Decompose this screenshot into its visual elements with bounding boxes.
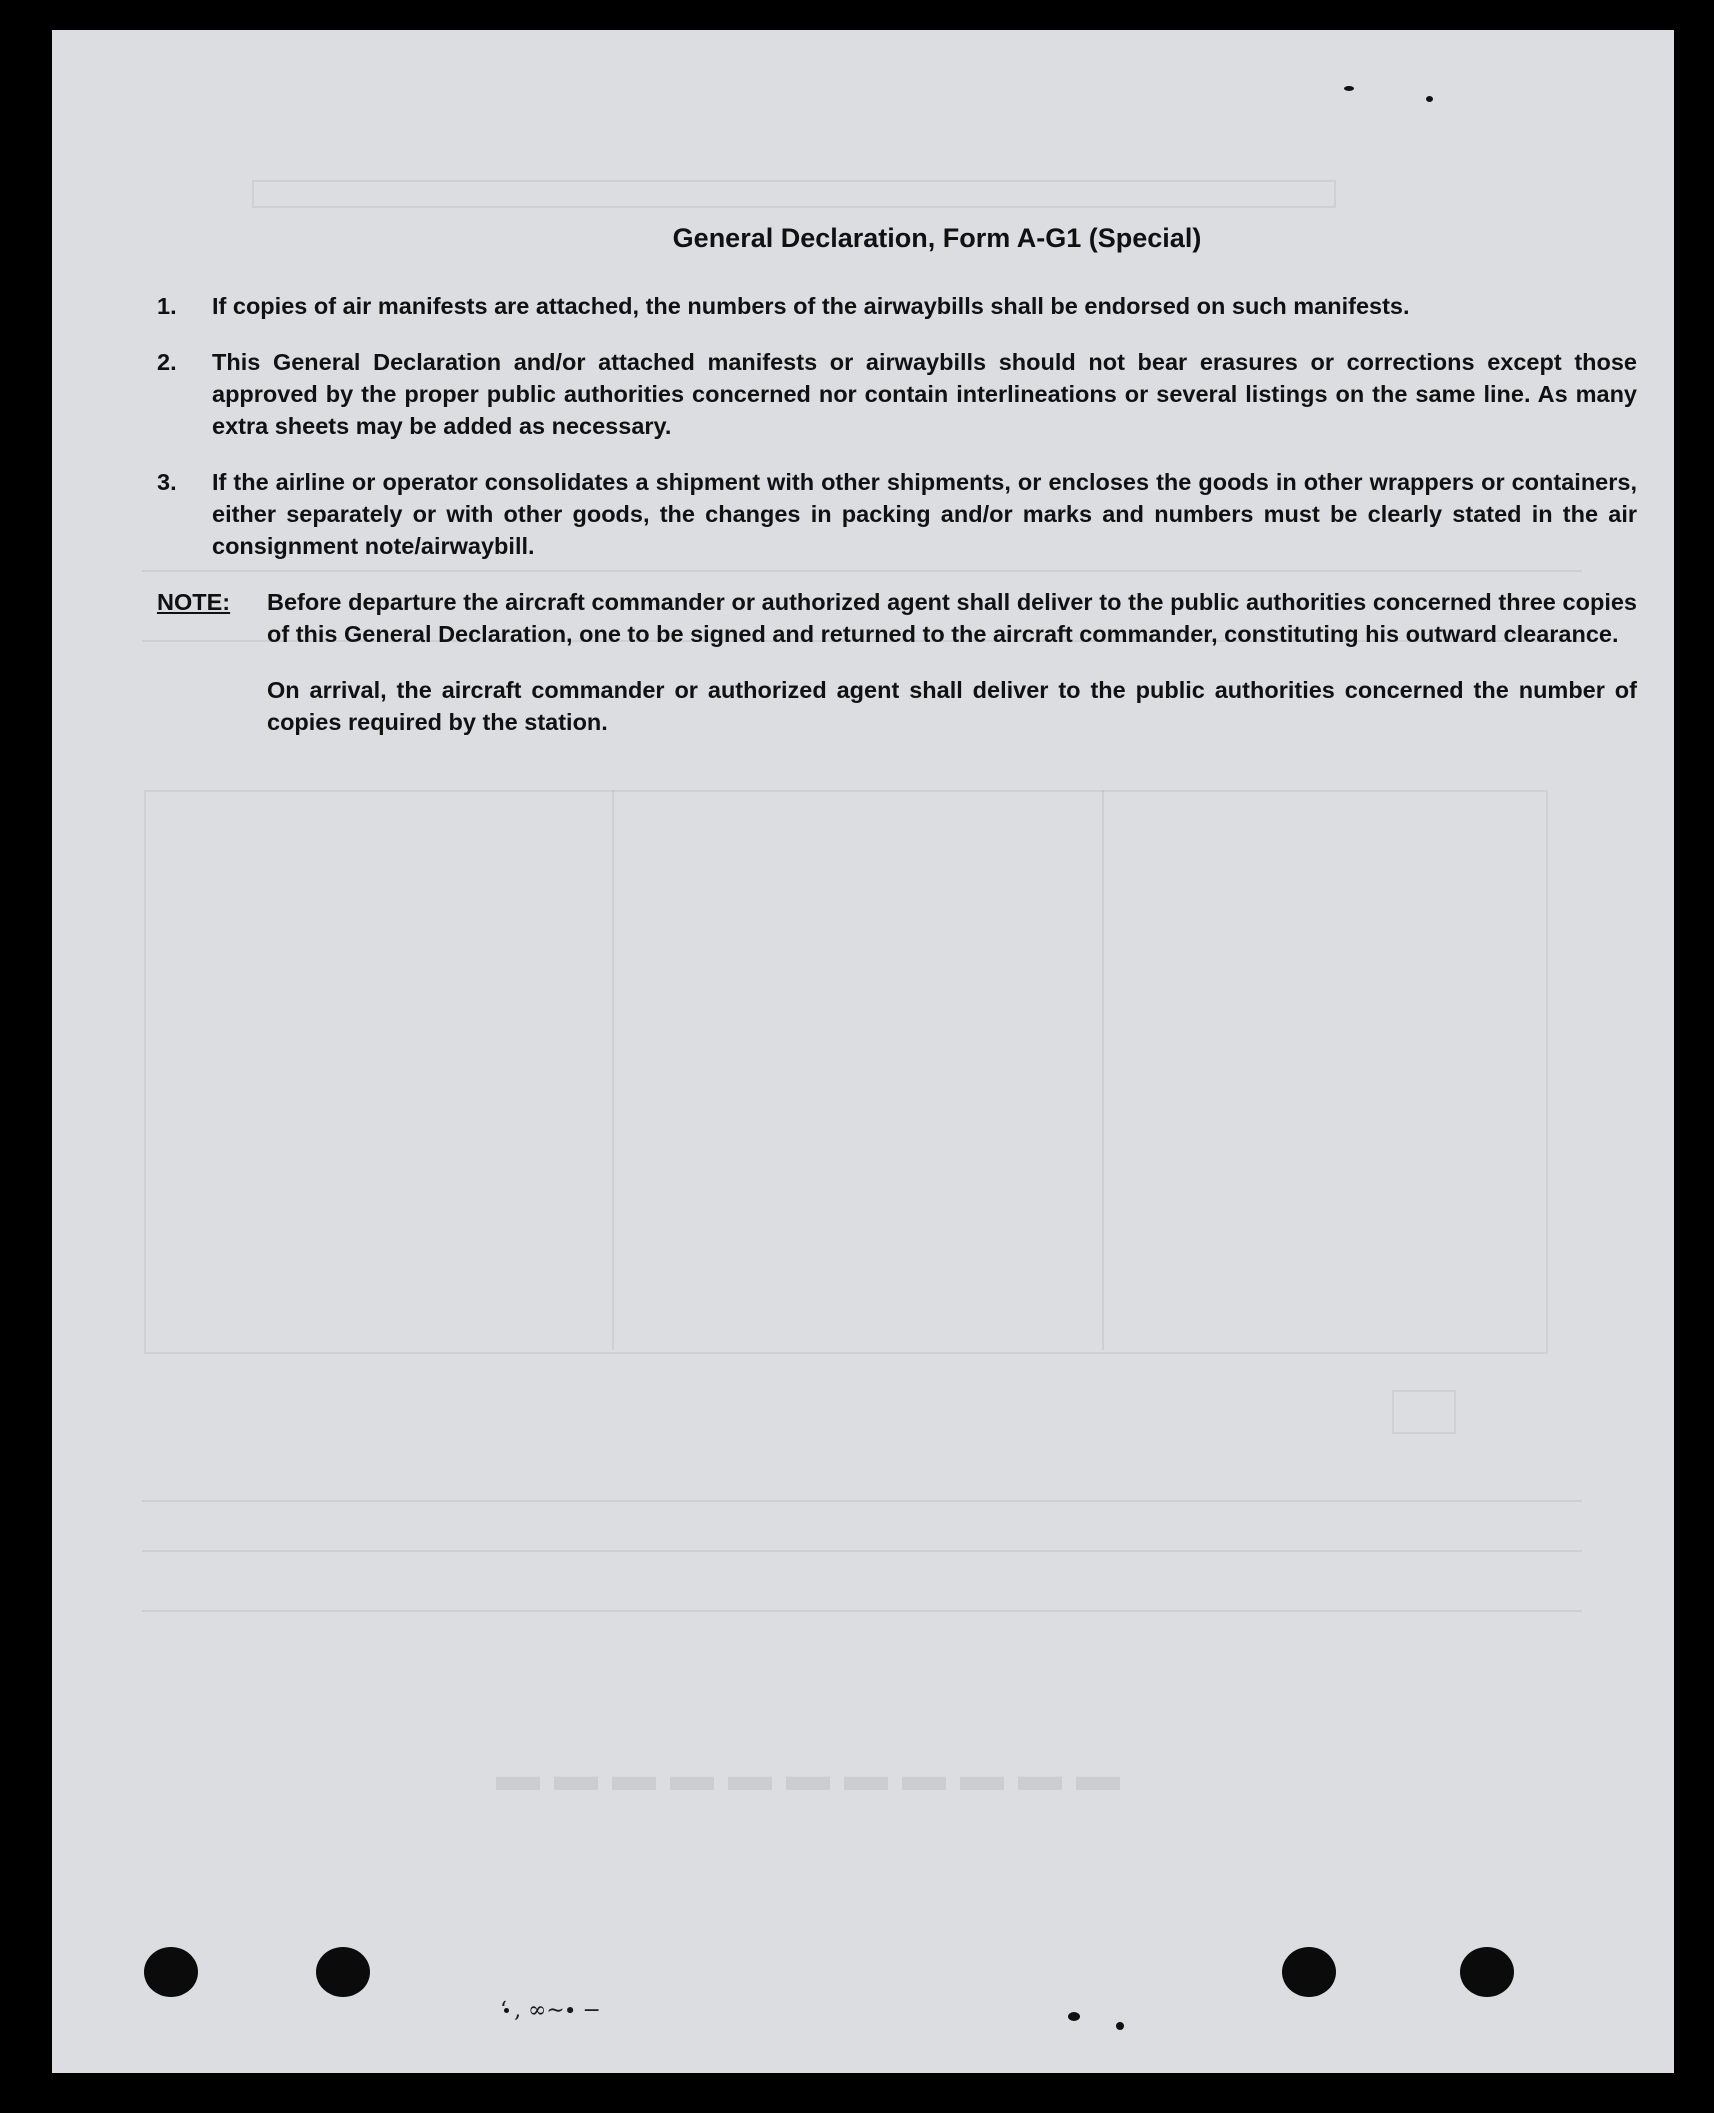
- show-through-rule: [142, 1550, 1582, 1552]
- page-title: General Declaration, Form A-G1 (Special): [672, 223, 1202, 253]
- scan-speck: [1116, 2022, 1124, 2030]
- punch-hole-icon: [144, 1947, 198, 1997]
- show-through-heading: ▬▬▬▬▬▬▬▬▬▬▬: [482, 1751, 1120, 1800]
- item-number: 3.: [157, 469, 177, 495]
- punch-hole-icon: [1460, 1947, 1514, 1997]
- show-through-rule: [1102, 790, 1104, 1350]
- note-text: Before departure the aircraft commander or authorized agent shall deliver to the public authorities concerned three copies of this General Declaration, one to be signed and returned to the aircraft commander, constituting his outward clearance.: [267, 589, 1637, 647]
- item-number: 1.: [157, 293, 177, 319]
- arrival-note-text: On arrival, the aircraft commander or authorized agent shall deliver to the public authorities concerned the number of copies required by the station.: [267, 677, 1637, 735]
- punch-hole-icon: [316, 1947, 370, 1997]
- show-through-mark: [252, 180, 1336, 208]
- note-label: NOTE:: [157, 589, 231, 615]
- scan-speck: [1344, 86, 1354, 91]
- item-text: This General Declaration and/or attached manifests or airwaybills should not bear erasures or corrections except those approved by the proper public authorities concerned nor contain interlineations or several listings on the same line. As many extra sheets may be added as necessary.: [212, 349, 1637, 439]
- scan-speck: [1426, 96, 1433, 102]
- show-through-rule: [142, 1500, 1582, 1502]
- item-text: If the airline or operator consolidates a shipment with other shipments, or encloses the goods in other wrappers or containers, either separately or with other goods, the changes in packing and/or marks and numbers must be clearly stated in the air consignment note/airwaybill.: [212, 469, 1637, 559]
- document-page: [52, 30, 1674, 2073]
- list-item: [157, 346, 1637, 442]
- note-block: [157, 586, 1637, 650]
- item-text: If copies of air manifests are attached, the numbers of the airwaybills shall be endorsed on such manifests.: [212, 293, 1410, 319]
- show-through-rule: [612, 790, 614, 1350]
- show-through-rule: [142, 1610, 1582, 1612]
- list-item: [157, 290, 1637, 322]
- show-through-mark: [1392, 1390, 1456, 1434]
- item-number: 2.: [157, 349, 177, 375]
- list-item: [157, 466, 1637, 562]
- punch-hole-icon: [1282, 1947, 1336, 1997]
- scan-speck: [1068, 2012, 1080, 2021]
- show-through-table: [144, 790, 1548, 1354]
- scan-smudge: ‘ ‚ ∞∼∙ −: [500, 1998, 601, 2023]
- declaration-text: [157, 222, 1637, 738]
